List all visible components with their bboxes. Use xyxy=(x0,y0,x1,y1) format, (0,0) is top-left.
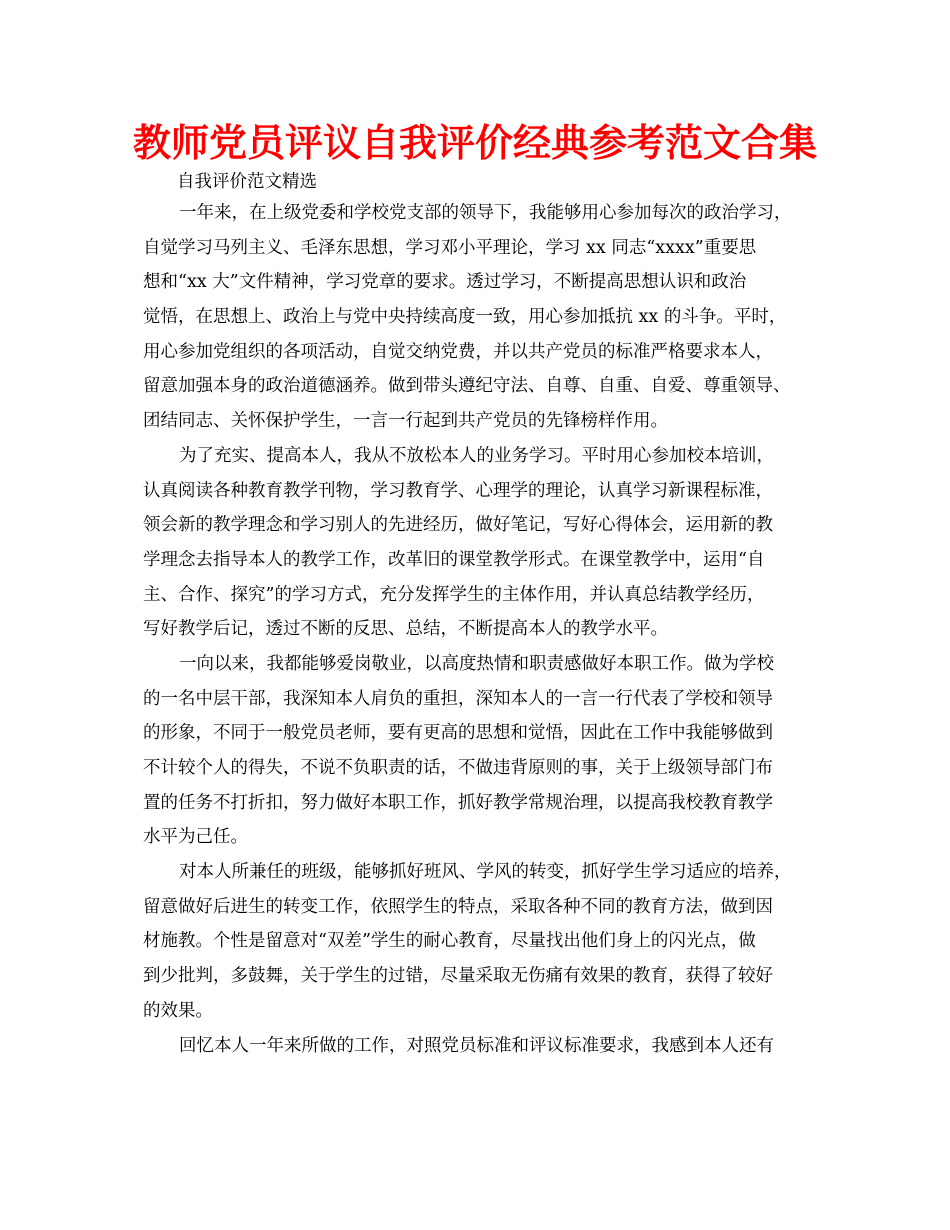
text-line: 为了充实、提高本人，我从不放松本人的业务学习。平时用心参加校本培训， xyxy=(179,445,774,466)
text-line: 团结同志、关怀保护学生，一言一行起到共产党员的先锋榜样作用。 xyxy=(143,411,668,432)
text-line: 一年来，在上级党委和学校党支部的领导下，我能够用心参加每次的政治学习， xyxy=(179,203,792,223)
text-line: 不计较个人的得失，不说不负职责的话，不做违背原则的事，关于上级领导部门布 xyxy=(143,758,773,778)
text-line: 到少批判，多鼓舞，关于学生的过错，尽量采取无伤痛有效果的教育，获得了较好 xyxy=(143,966,773,987)
text-line: 认真阅读各种教育教学刊物，学习教育学、心理学的理论，认真学习新课程标准， xyxy=(143,480,773,501)
text-line: 水平为己任。 xyxy=(143,827,248,848)
text-line: 领会新的教学理念和学习别人的先进经历，做好笔记，写好心得体会，运用新的教 xyxy=(143,515,773,536)
text-line: 自觉学习马列主义、毛泽东思想，学习邓小平理论，学习 xx 同志“xxxx”重要思 xyxy=(143,237,757,258)
text-line: 的一名中层干部，我深知本人肩负的重担，深知本人的一言一行代表了学校和领导 xyxy=(143,688,773,709)
text-line: 的形象，不同于一般党员老师，要有更高的思想和觉悟，因此在工作中我能够做到 xyxy=(143,723,773,744)
text-line: 一向以来，我都能够爱岗敬业，以高度热情和职责感做好本职工作。做为学校 xyxy=(179,653,774,674)
text-line: 对本人所兼任的班级，能够抓好班风、学风的转变，抓好学生学习适应的培养， xyxy=(179,862,792,883)
paragraph-2 xyxy=(143,439,833,647)
text-line: 写好教学后记，透过不断的反思、总结，不断提高本人的教学水平。 xyxy=(143,619,668,640)
text-line: 留意加强本身的政治道德涵养。做到带头遵纪守法、自尊、自重、自爱、尊重领导、 xyxy=(143,376,791,397)
text-line: 想和“xx 大”文件精神，学习党章的要求。透过学习，不断提高思想认识和政治 xyxy=(143,272,747,293)
document-title: 教师党员评议自我评价经典参考范文合集 xyxy=(132,121,817,165)
text-line: 材施教。个性是留意对“双差”学生的耐心教育，尽量找出他们身上的闪光点，做 xyxy=(143,931,756,952)
paragraph-5 xyxy=(143,1029,833,1064)
document-body xyxy=(143,196,833,1063)
text-line: 觉悟，在思想上、政治上与党中央持续高度一致，用心参加抵抗 xx 的斗争。平时， xyxy=(143,307,787,328)
text-line: 学理念去指导本人的教学工作，改革旧的课堂教学形式。在课堂教学中，运用“自 xyxy=(143,549,765,570)
text-line: 主、合作、探究”的学习方式，充分发挥学生的主体作用，并认真总结教学经历， xyxy=(143,584,765,605)
paragraph-1 xyxy=(143,196,833,439)
text-line: 置的任务不打折扣，努力做好本职工作，抓好教学常规治理，以提高我校教育教学 xyxy=(143,792,773,813)
text-line: 的效果。 xyxy=(143,1000,213,1021)
paragraph-4 xyxy=(143,855,833,1028)
text-line: 回忆本人一年来所做的工作，对照党员标准和评议标准要求，我感到本人还有 xyxy=(179,1035,774,1056)
paragraph-3 xyxy=(143,647,833,855)
document-subtitle: 自我评价范文精选 xyxy=(177,172,317,192)
text-line: 用心参加党组织的各项活动，自觉交纳党费，并以共产党员的标准严格要求本人， xyxy=(143,341,773,362)
text-line: 留意做好后进生的转变工作，依照学生的特点，采取各种不同的教育方法，做到因 xyxy=(143,896,773,917)
